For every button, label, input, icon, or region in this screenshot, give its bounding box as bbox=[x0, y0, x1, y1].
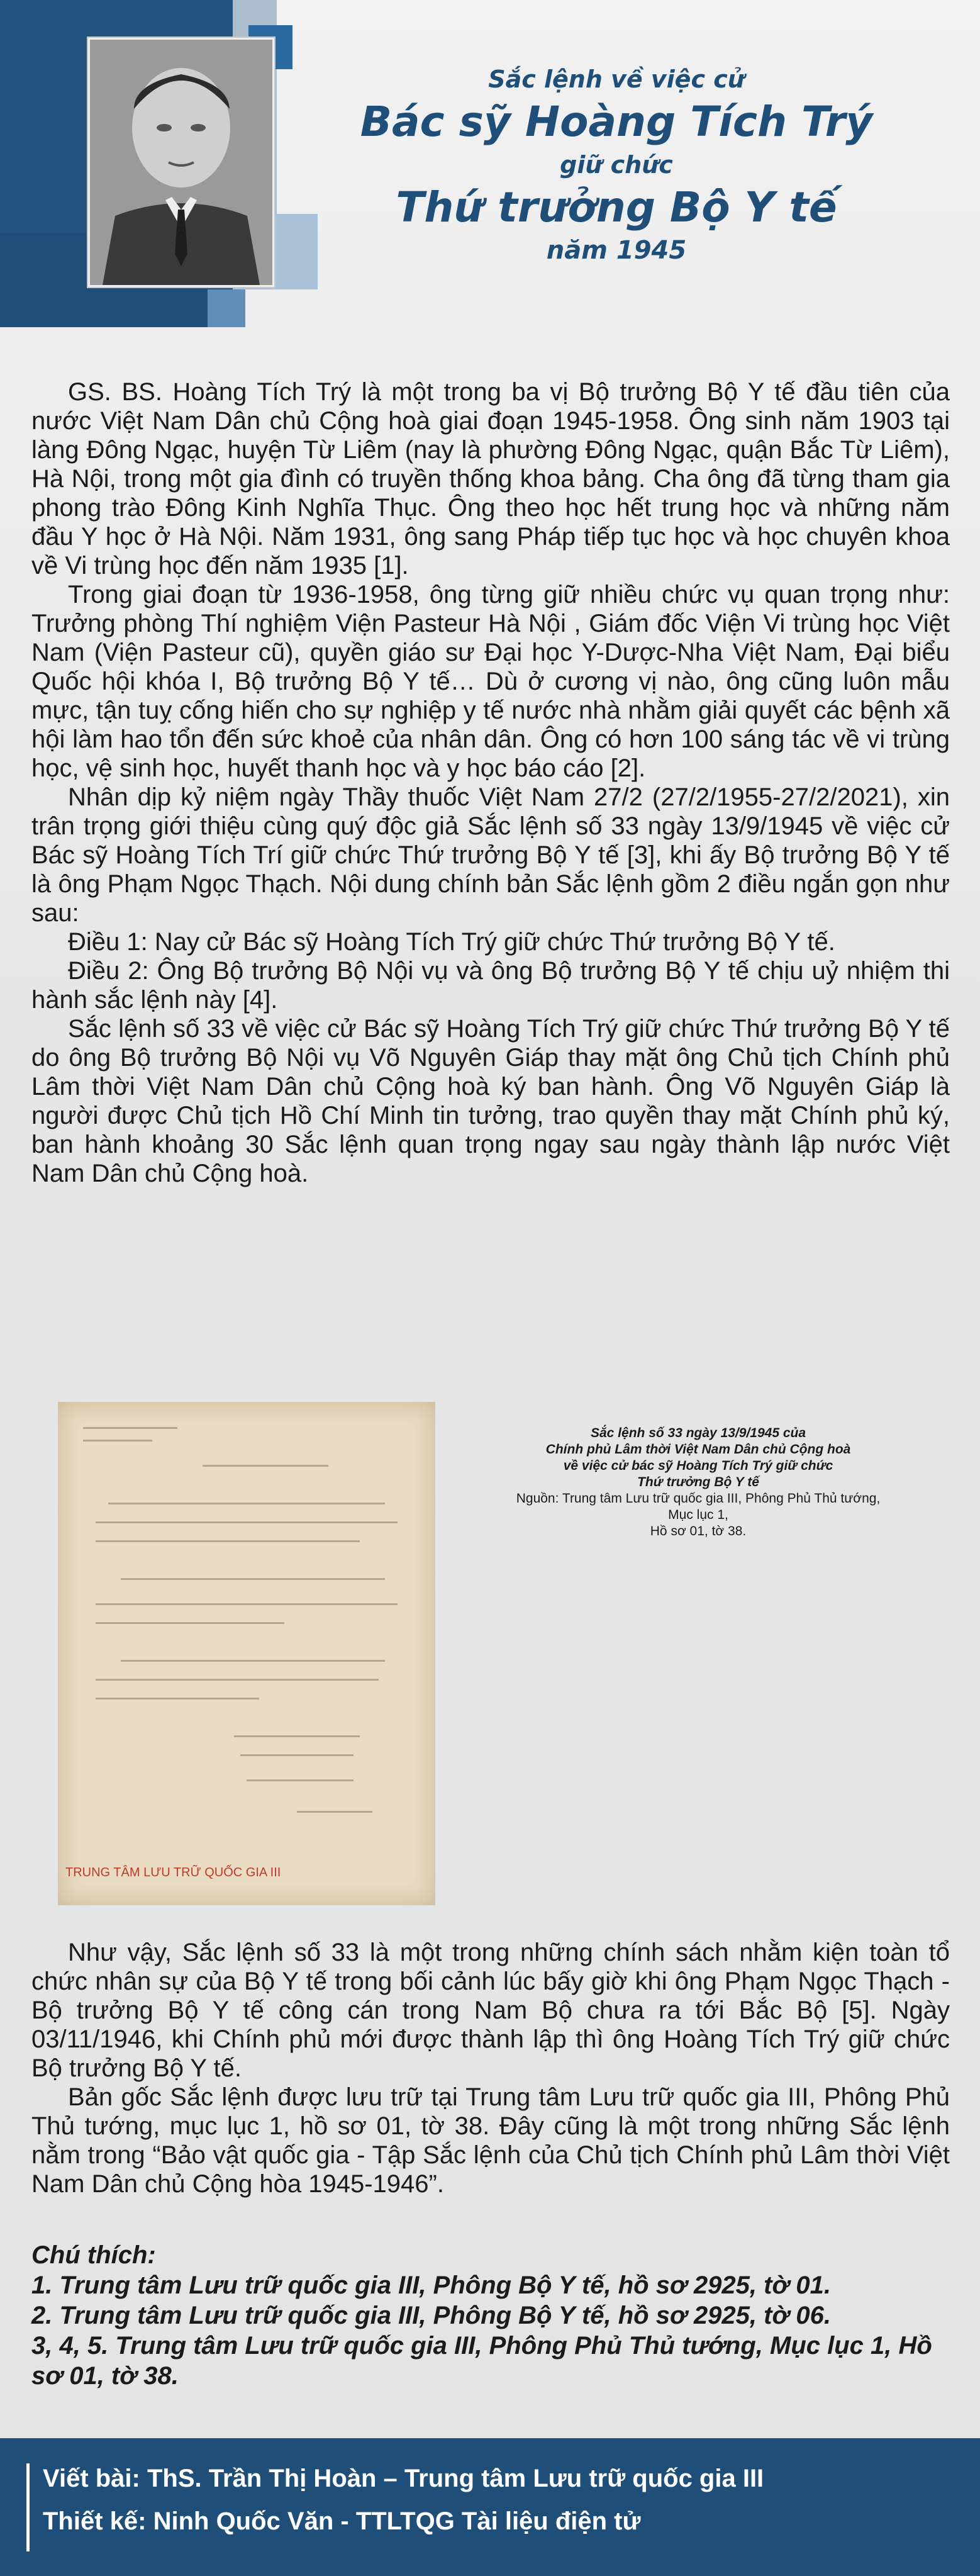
paragraph: Sắc lệnh số 33 về việc cử Bác sỹ Hoàng Tích Trý giữ chức Thứ trưởng Bộ Y tế do ông Bộ trưởng Bộ Nội vụ Võ Nguyên Giáp thay mặt ông Chủ tịch Chính phủ Lâm thời Việt Nam Dân chủ Cộng hoà ký ban hành. Ông Võ Nguyên Giáp là người được Chủ tịch Hồ Chí Minh tin tưởng, trao quyền thay mặt Chính phủ ký, ban hành khoảng 30 Sắc lệnh quan trọng ngay sau ngày thành lập nước Việt Nam Dân chủ Cộng hoà. bbox=[31, 1015, 950, 1187]
decree-article-2: Điều 2: Ông Bộ trưởng Bộ Nội vụ và ông Bộ trưởng Bộ Y tế chịu uỷ nhiệm thi hành sắc lệnh này [4]. bbox=[31, 957, 950, 1014]
caption-source: Nguồn: Trung tâm Lưu trữ quốc gia III, Phông Phủ Thủ tướng, bbox=[516, 1491, 881, 1506]
caption-line: về việc cử bác sỹ Hoàng Tích Trý giữ chức bbox=[563, 1459, 833, 1473]
footer-accent-bar bbox=[26, 2463, 30, 2551]
paragraph: Nhân dịp kỷ niệm ngày Thầy thuốc Việt Nam 27/2 (27/2/1955-27/2/2021), xin trân trọng giới thiệu cùng quý độc giả Sắc lệnh số 33 ngày 13/9/1945 về việc cử Bác sỹ Hoàng Tích Trí giữ chức Thứ trưởng Bộ Y tế [3], khi ấy Bộ trưởng Bộ Y tế là ông Phạm Ngọc Thạch. Nội dung chính bản Sắc lệnh gồm 2 điều ngắn gọn như sau: bbox=[31, 783, 950, 927]
credits-footer bbox=[0, 2438, 980, 2576]
caption-source: Hồ sơ 01, tờ 38. bbox=[650, 1524, 747, 1538]
title-kicker: Sắc lệnh về việc cử bbox=[488, 65, 745, 93]
caption-line: Sắc lệnh số 33 ngày 13/9/1945 của bbox=[590, 1426, 806, 1440]
footnotes bbox=[31, 2240, 950, 2391]
footnote: 2. Trung tâm Lưu trữ quốc gia III, Phông Bộ Y tế, hồ sơ 2925, tờ 06. bbox=[31, 2302, 832, 2329]
design-credit: Thiết kế: Ninh Quốc Văn - TTLTQG Tài liệu điện tử bbox=[43, 2507, 641, 2535]
paragraph: Trong giai đoạn từ 1936-1958, ông từng giữ nhiều chức vụ quan trọng như: Trưởng phòng Thí nghiệm Viện Pasteur Hà Nội , Giám đốc Viện Vi trùng học Việt Nam (Viện Pasteur cũ), quyền giáo sư Đại học Y-Dược-Nha Việt Nam, Đại biểu Quốc hội khóa I, Bộ trưởng Bộ Y tế… Dù ở cương vị nào, ông cũng luôn mẫu mực, tận tuỵ cống hiến cho sự nghiệp y tế nước nhà nhằm giải quyết các bệnh xã hội làm hao tổn đến sức khoẻ của nhân dân. Ông có hơn 100 sáng tác về vi trùng học, vệ sinh học, huyết thanh học và y học báo cáo [2]. bbox=[31, 581, 950, 782]
footnote: 3, 4, 5. Trung tâm Lưu trữ quốc gia III, Phông Phủ Thủ tướng, Mục lục 1, Hồ sơ 01, tờ 38. bbox=[31, 2332, 932, 2390]
header-decor-square bbox=[208, 289, 245, 327]
caption-line: Chính phủ Lâm thời Việt Nam Dân chủ Cộng hoà bbox=[545, 1442, 851, 1457]
paragraph: Bản gốc Sắc lệnh được lưu trữ tại Trung tâm Lưu trữ quốc gia III, Phông Phủ Thủ tướng, mục lục 1, hồ sơ 01, tờ 38. Đây cũng là một trong những Sắc lệnh nằm trong “Bảo vật quốc gia - Tập Sắc lệnh của Chủ tịch Chính phủ Lâm thời Việt Nam Dân chủ Cộng hòa 1945-1946”. bbox=[31, 2083, 950, 2198]
title-block bbox=[302, 63, 931, 267]
title-position: Thứ trưởng Bộ Y tế bbox=[396, 183, 837, 232]
title-main: Bác sỹ Hoàng Tích Trý bbox=[360, 98, 873, 146]
figure-caption bbox=[484, 1425, 912, 1540]
article-body bbox=[31, 378, 950, 1188]
footnotes-heading: Chú thích: bbox=[31, 2241, 156, 2269]
decree-article-1: Điều 1: Nay cử Bác sỹ Hoàng Tích Trý giữ chức Thứ trưởng Bộ Y tế. bbox=[68, 928, 835, 956]
decree-scan-image bbox=[58, 1402, 435, 1905]
caption-source: Mục lục 1, bbox=[668, 1508, 728, 1522]
paragraph: Như vậy, Sắc lệnh số 33 là một trong những chính sách nhằm kiện toàn tổ chức nhân sự của Bộ Y tế trong bối cảnh lúc bấy giờ khi ông Phạm Ngọc Thạch - Bộ trưởng Bộ Y tế công cán trong Nam Bộ chưa ra tới Bắc Bộ [5]. Ngày 03/11/1946, khi Chính phủ mới được thành lập thì ông Hoàng Tích Trý giữ chức Bộ trưởng Bộ Y tế. bbox=[31, 1939, 950, 2082]
title-year: năm 1945 bbox=[546, 236, 687, 265]
archive-watermark: TRUNG TÂM LƯU TRỮ QUỐC GIA III bbox=[65, 1866, 281, 1879]
author-credit: Viết bài: ThS. Trần Thị Hoàn – Trung tâm Lưu trữ quốc gia III bbox=[43, 2465, 764, 2492]
caption-line: Thứ trưởng Bộ Y tế bbox=[637, 1475, 759, 1489]
article-body-continued bbox=[31, 1938, 950, 2198]
paragraph: GS. BS. Hoàng Tích Trý là một trong ba vị Bộ trưởng Bộ Y tế đầu tiên của nước Việt Nam Dân chủ Cộng hoà giai đoạn 1945-1958. Ông sinh năm 1903 tại làng Đông Ngạc, huyện Từ Liêm (nay là phường Đông Ngạc, quận Bắc Từ Liêm), Hà Nội, trong một gia đình có truyền thống khoa bảng. Cha ông đã từng tham gia phong trào Đông Kinh Nghĩa Thục. Ông theo học hết trung học và những năm đầu Y học ở Hà Nội. Năm 1931, ông sang Pháp tiếp tục học và học chuyên khoa về Vi trùng học đến năm 1935 [1]. bbox=[31, 378, 950, 580]
footnote: 1. Trung tâm Lưu trữ quốc gia III, Phông Bộ Y tế, hồ sơ 2925, tờ 01. bbox=[31, 2271, 832, 2299]
title-connector: giữ chức bbox=[560, 151, 673, 179]
portrait-photo bbox=[88, 38, 274, 287]
